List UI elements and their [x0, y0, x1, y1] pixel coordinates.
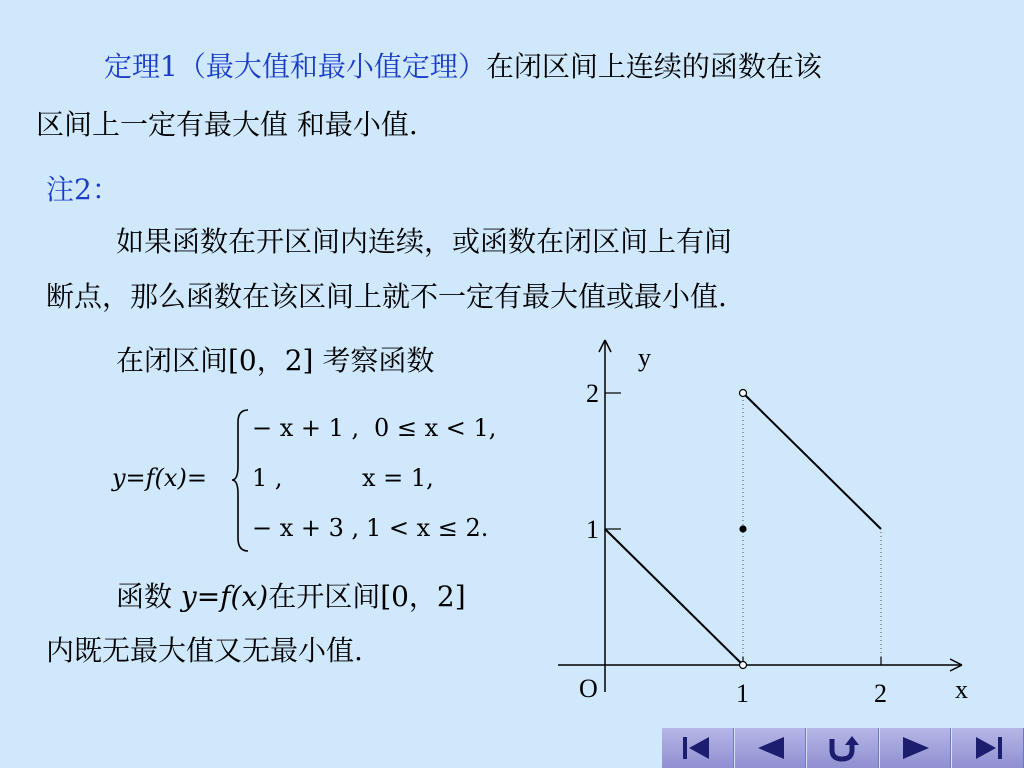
- note-line-1: 如果函数在开区间内连续，或函数在闭区间上有间: [116, 225, 733, 258]
- case-1-expr: − x + 1 ,: [252, 414, 360, 442]
- x-tick-label: 2: [874, 679, 887, 708]
- case-3-expr: − x + 3 ,: [252, 514, 360, 542]
- conclusion-line-1: [116, 580, 466, 614]
- y-axis-label: y: [638, 343, 651, 372]
- first-icon: [677, 733, 717, 763]
- origin-label: O: [579, 674, 598, 703]
- y-tick-label: 1: [586, 515, 599, 544]
- last-slide-button[interactable]: [952, 728, 1024, 768]
- case-2-expr: 1 ,: [252, 464, 283, 492]
- case-2-condition: x = 1,: [362, 464, 434, 492]
- theorem-label: 定理1（最大值和最小值定理）: [104, 50, 486, 83]
- open-point: [740, 390, 747, 397]
- conclusion-suffix: 在开区间[0，2]: [268, 580, 466, 613]
- left-brace: [232, 408, 252, 553]
- x-axis-label: x: [955, 675, 968, 704]
- y-axis-arrow: [599, 340, 611, 352]
- series-segment-2: [743, 393, 881, 529]
- theorem-line-1: [104, 50, 822, 84]
- return-icon: [822, 733, 862, 763]
- open-point: [740, 662, 747, 669]
- case-1-condition: 0 ≤ x < 1,: [374, 414, 497, 442]
- return-button[interactable]: [807, 728, 879, 768]
- piecewise-function: [112, 408, 532, 558]
- next-slide-button[interactable]: [880, 728, 952, 768]
- prev-icon: [750, 733, 790, 763]
- x-tick-label: 1: [736, 679, 749, 708]
- x-axis-arrow: [950, 659, 962, 671]
- filled-point: [740, 526, 746, 532]
- first-slide-button[interactable]: [662, 728, 734, 768]
- next-icon: [895, 733, 935, 763]
- note-label: 注2：: [46, 173, 120, 206]
- theorem-text-1: 在闭区间上连续的函数在该: [485, 50, 822, 83]
- conclusion-func: y=f(x): [180, 580, 269, 613]
- last-icon: [968, 733, 1008, 763]
- conclusion-line-2: 内既无最大值又无最小值.: [46, 634, 363, 667]
- slide-navigation: [662, 728, 1024, 768]
- prev-slide-button[interactable]: [735, 728, 807, 768]
- case-3-condition: 1 < x ≤ 2.: [366, 514, 489, 542]
- conclusion-prefix: 函数: [116, 580, 181, 613]
- note-line-2: 断点，那么函数在该区间上就不一定有最大值或最小值.: [46, 280, 727, 313]
- example-intro: 在闭区间[0，2] 考察函数: [116, 344, 435, 377]
- y-tick-label: 2: [586, 379, 599, 408]
- series-segment-1: [605, 529, 743, 665]
- chart-marks: [586, 379, 887, 708]
- theorem-text-2: 区间上一定有最大值 和最小值.: [36, 108, 418, 141]
- function-lhs: y=f(x)=: [112, 464, 207, 492]
